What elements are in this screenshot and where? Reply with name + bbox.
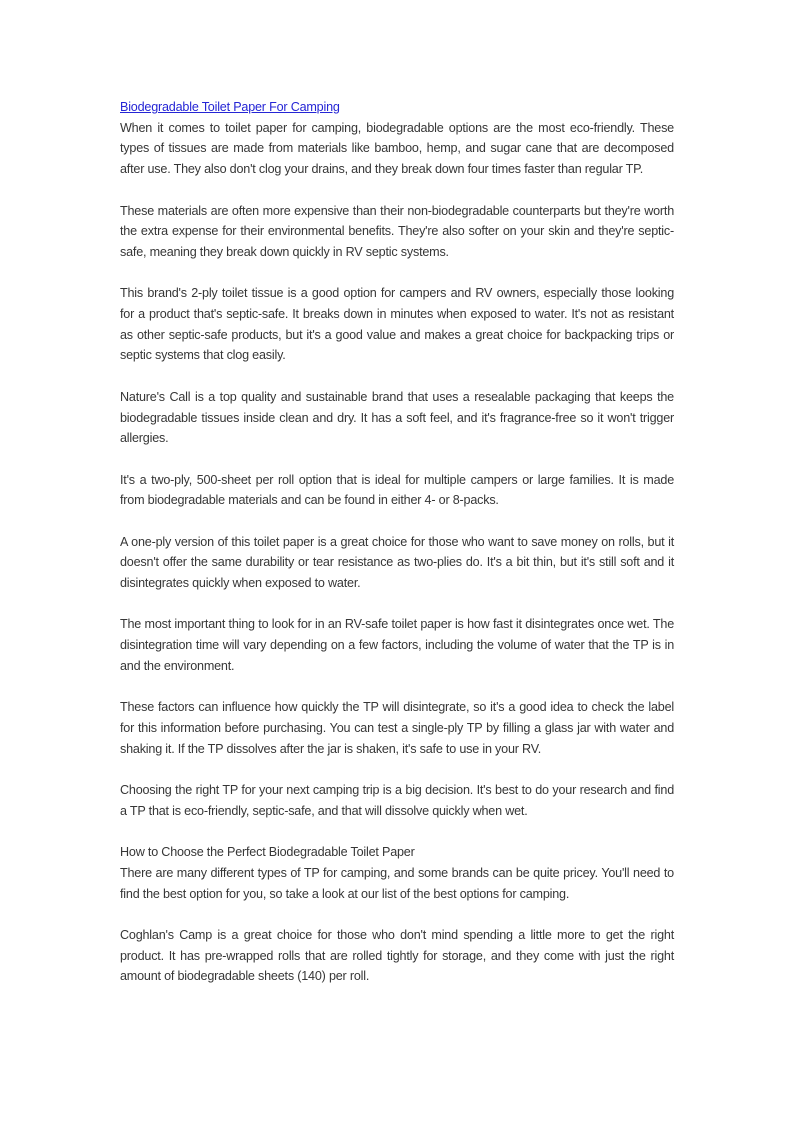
paragraph-cost-benefits: These materials are often more expensive than their non-biodegradable counterparts but they're worth the extra expense for their environmental benefits. They're also softer on your skin and they're septic-safe, meaning they break down quickly in RV septic systems. — [120, 203, 674, 259]
paragraph-2ply-brand: This brand's 2-ply toilet tissue is a good option for campers and RV owners, especially those looking for a product that's septic-safe. It breaks down in minutes when exposed to water. It's not as resistant as other septic-safe products, but it's a good value and makes a great choice for backpacking trips or septic systems that clog easily. — [120, 286, 674, 363]
paragraph-types-of-tp: There are many different types of TP for camping, and some brands can be quite pricey. You'll need to find the best option for you, so take a look at our list of the best options for camping. — [120, 865, 674, 901]
paragraph-intro: When it comes to toilet paper for camping, biodegradable options are the most eco-friendly. These types of tissues are made from materials like bamboo, hemp, and sugar cane that are decomposed after use. They also don't clog your drains, and they break down four times faster than regular TP. — [120, 120, 674, 177]
paragraph-coghlans-camp: Coghlan's Camp is a great choice for those who don't mind spending a little more to get the right product. It has pre-wrapped rolls that are rolled tightly for storage, and they come with just the right amount of biodegradable sheets (140) per roll. — [120, 927, 674, 984]
paragraph-choosing: Choosing the right TP for your next camping trip is a big decision. It's best to do your research and find a TP that is eco-friendly, septic-safe, and that will dissolve quickly when wet. — [120, 783, 674, 818]
document-title-link[interactable]: Biodegradable Toilet Paper For Camping — [120, 100, 340, 114]
paragraph-natures-call: Nature's Call is a top quality and sustainable brand that uses a resealable packaging that keeps the biodegradable tissues inside clean and dry. It has a soft feel, and it's fragrance-free so it won't trigger allergies. — [120, 389, 674, 446]
paragraph-one-ply: A one-ply version of this toilet paper is a great choice for those who want to save money on rolls, but it doesn't offer the same durability or tear resistance as two-plies do. It's a bit thin, but it's still soft and it disintegrates quickly when exposed to water. — [120, 534, 674, 591]
paragraph-disintegration: The most important thing to look for in an RV-safe toilet paper is how fast it disintegrates once wet. The disintegration time will vary depending on a few factors, including the volume of water that the TP is in and the environment. — [120, 617, 674, 673]
paragraph-jar-test: These factors can influence how quickly the TP will disintegrate, so it's a good idea to check the label for this information before purchasing. You can test a single-ply TP by filling a glass jar with water and shaking it. If the TP dissolves after the jar is shaken, it's safe to use in your RV. — [120, 700, 674, 756]
paragraph-500-sheet: It's a two-ply, 500-sheet per roll option that is ideal for multiple campers or large families. It is made from biodegradable materials and can be found in either 4- or 8-packs. — [120, 472, 674, 508]
section-heading-how-to-choose: How to Choose the Perfect Biodegradable Toilet Paper — [120, 845, 415, 860]
document-body — [120, 97, 674, 987]
